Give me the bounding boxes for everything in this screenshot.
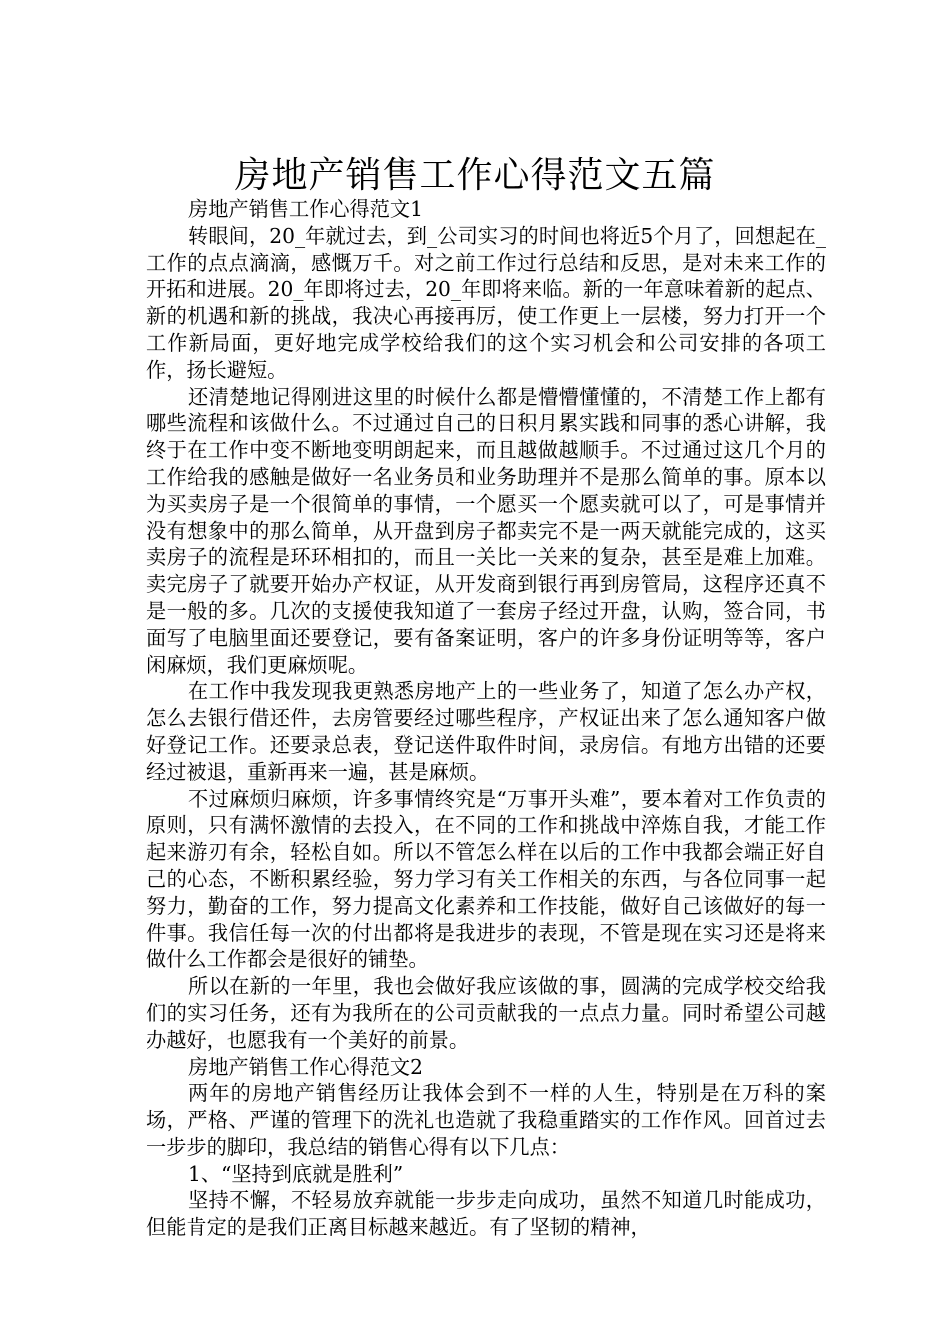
paragraph: 还清楚地记得刚进这里的时候什么都是懵懵懂懂的，不清楚工作上都有哪些流程和该做什么。不过通过自己的日积月累实践和同事的悉心讲解，我终于在工作中变不断地变明朗起来，而且越做越顺手。不过通过这几个月的工作给我的感触是做好一名业务员和业务助理并不是那么简单的事。原本以为买卖房子是一个很简单的事情，一个愿买一个愿卖就可以了，可是事情并没有想象中的那么简单，从开盘到房子都卖完不是一两天就能完成的，这买卖房子的流程是环环相扣的，而且一关比一关来的复杂，甚至是难上加难。卖完房子了就要开始办产权证，从开发商到银行再到房管局，这程序还真不是一般的多。几次的支援使我知道了一套房子经过开盘，认购，签合同，书面写了电脑里面还要登记，要有备案证明，客户的许多身份证明等等，客户闲麻烦，我们更麻烦呢。 [146, 384, 826, 677]
section-heading: 房地产销售工作心得范文2 [188, 1054, 423, 1079]
document-body [146, 196, 826, 1241]
paragraph: 所以在新的一年里，我也会做好我应该做的事，圆满的完成学校交给我们的实习任务，还有为我所在的公司贡献我的一点点力量。同时希望公司越办越好，也愿我有一个美好的前景。 [146, 974, 826, 1052]
document-title: 房地产销售工作心得范文五篇 [234, 155, 716, 197]
subsection-heading: 1、“坚持到底就是胜利” [188, 1161, 404, 1186]
paragraph: 两年的房地产销售经历让我体会到不一样的人生，特别是在万科的案场，严格、严谨的管理下的洗礼也造就了我稳重踏实的工作作风。回首过去一步步的脚印，我总结的销售心得有以下几点： [146, 1081, 826, 1159]
paragraph: 不过麻烦归麻烦，许多事情终究是“万事开头难”，要本着对工作负责的原则，只有满怀激情的去投入，在不同的工作和挑战中淬炼自我，才能工作起来游刃有余，轻松自如。所以不管怎么样在以后的工作中我都会端正好自己的心态，不断积累经验，努力学习有关工作相关的东西，与各位同事一起努力，勤奋的工作，努力提高文化素养和工作技能，做好自己该做好的每一件事。我信任每一次的付出都将是我进步的表现，不管是现在实习还是将来做什么工作都会是很好的铺垫。 [146, 786, 826, 972]
section-heading: 房地产销售工作心得范文1 [188, 197, 423, 221]
paragraph: 坚持不懈，不轻易放弃就能一步步走向成功，虽然不知道几时能成功，但能肯定的是我们正离目标越来越近。有了坚韧的精神， [146, 1188, 826, 1240]
paragraph: 在工作中我发现我更熟悉房地产上的一些业务了，知道了怎么办产权，怎么去银行借还件，去房管要经过哪些程序，产权证出来了怎么通知客户做好登记工作。还要录总表，登记送件取件时间，录房信。有地方出错的还要经过被退，重新再来一遍，甚是麻烦。 [146, 679, 826, 784]
paragraph: 转眼间，20_年就过去，到_公司实习的时间也将近5个月了，回想起在_工作的点点滴滴，感慨万千。对之前工作过行总结和反思，是对未来工作的开拓和进展。20_年即将过去，20_年即将来临。新的一年意味着新的起点、新的机遇和新的挑战，我决心再接再厉，使工作更上一层楼，努力打开一个工作新局面，更好地完成学校给我们的这个实习机会和公司安排的各项工作，扬长避短。 [146, 223, 826, 382]
